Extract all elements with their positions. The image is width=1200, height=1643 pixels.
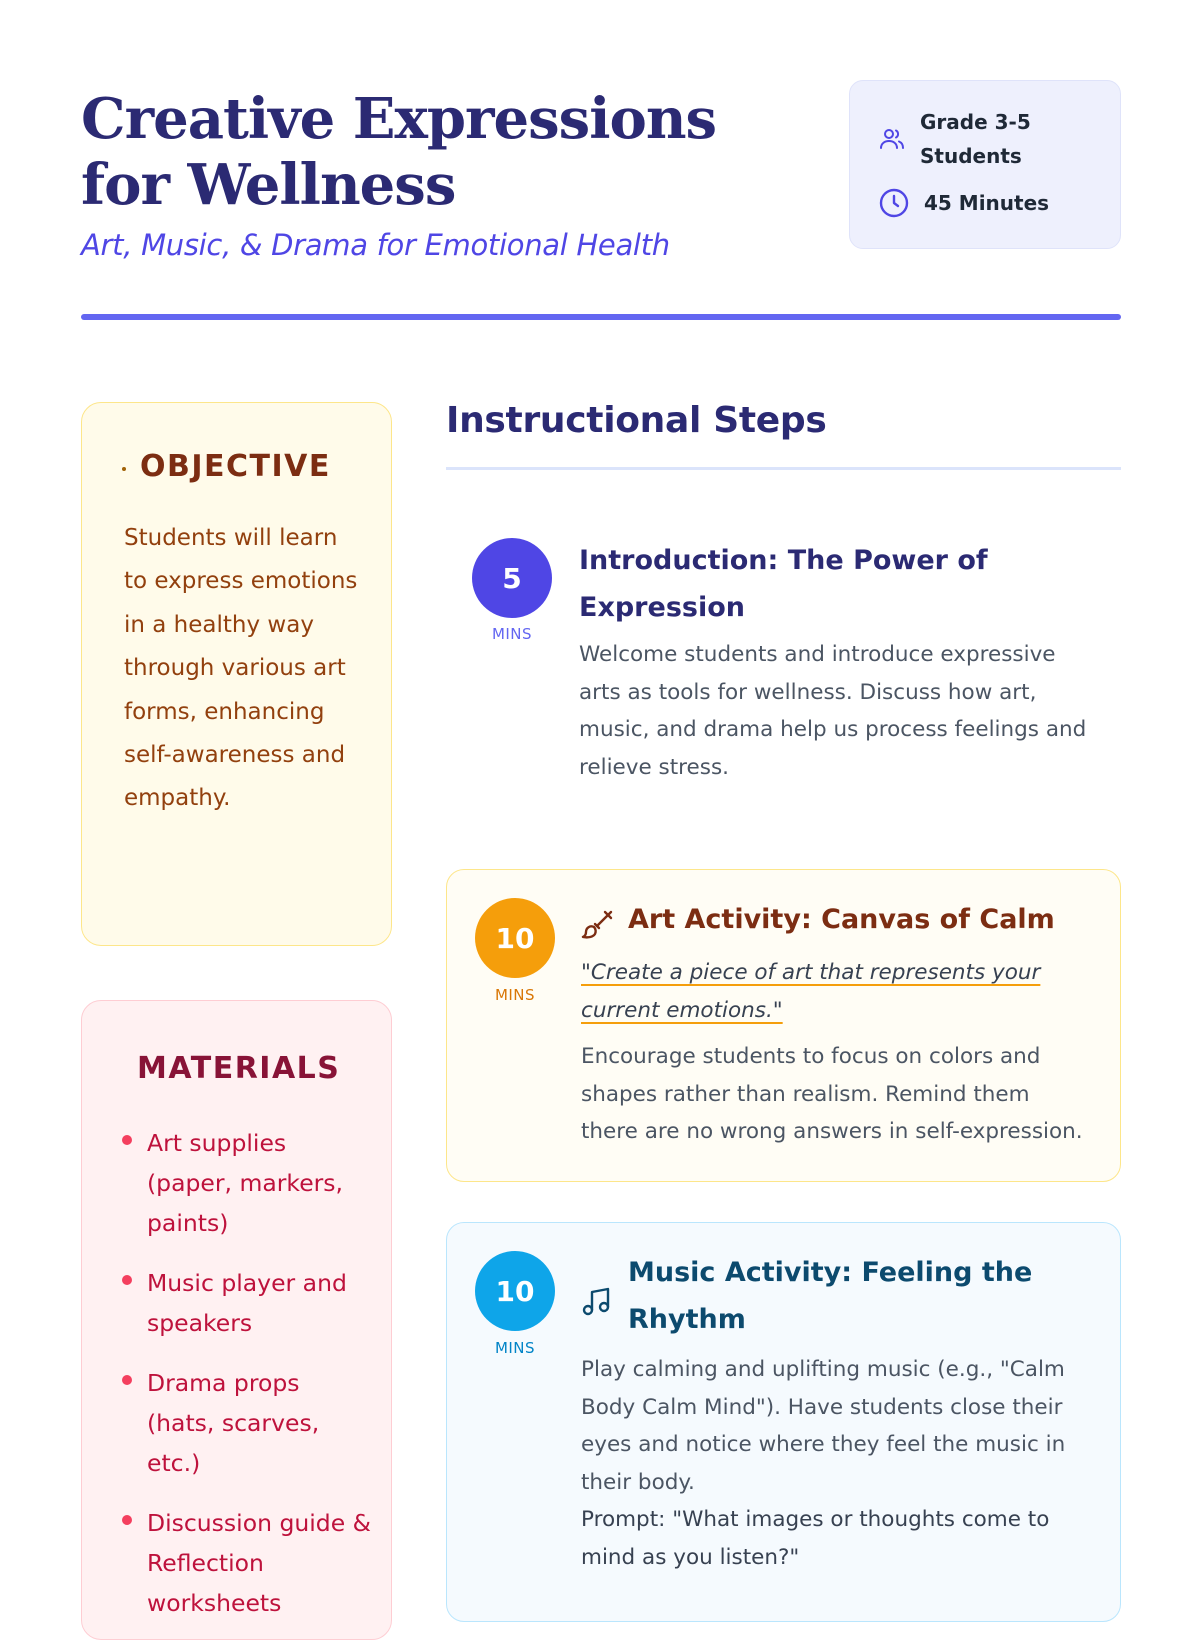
- objective-card: [81, 402, 392, 946]
- step-duration-unit: MINS: [491, 625, 533, 643]
- duration-info: [878, 186, 1049, 220]
- step-description: Encourage students to focus on colors and shapes rather than realism. Remind them there are no wrong answers in self-expression.: [581, 1044, 1083, 1144]
- header-divider: [81, 314, 1121, 320]
- clock-icon: [878, 187, 910, 219]
- step-title: Art Activity: Canvas of Calm: [628, 904, 1055, 935]
- step-description: Play calming and uplifting music (e.g., "Calm Body Calm Mind"). Have students close their eyes and notice where they feel the music in their body.: [581, 1357, 1066, 1495]
- paintbrush-icon: [581, 908, 615, 942]
- list-item: Discussion guide & Reflection worksheets: [122, 1503, 372, 1623]
- music-note-icon: [581, 1285, 613, 1317]
- grade-info: [878, 105, 1070, 173]
- bullet-dot: [122, 1515, 132, 1525]
- list-item: Art supplies (paper, markers, paints): [122, 1123, 372, 1243]
- step-duration-badge: 10: [475, 1251, 555, 1331]
- step-quote: "Create a piece of art that represents your current emotions.": [581, 960, 1041, 1023]
- step-duration-badge: 5: [472, 538, 552, 618]
- list-item: Drama props (hats, scarves, etc.): [122, 1363, 372, 1483]
- materials-title: MATERIALS: [137, 1051, 341, 1086]
- page-title: Creative Expressions for Wellness: [81, 86, 717, 218]
- step-duration-unit: MINS: [494, 1339, 536, 1357]
- bullet-dot: [122, 1375, 132, 1385]
- step-description: Welcome students and introduce expressive arts as tools for wellness. Discuss how art, music, and drama help us process feelings and relieve stress.: [579, 642, 1087, 780]
- step-title: Introduction: The Power of Expression: [579, 545, 988, 623]
- step-title: Music Activity: Feeling the Rhythm: [628, 1257, 1033, 1335]
- bullet-dot: [122, 1135, 132, 1145]
- step-card-art-activity: [446, 869, 1121, 1182]
- step-duration-badge: 10: [475, 898, 555, 978]
- bullet-dot: [122, 1275, 132, 1285]
- list-item: Music player and speakers: [122, 1263, 372, 1343]
- page-subtitle: Art, Music, & Drama for Emotional Health: [81, 228, 670, 262]
- users-icon: [878, 125, 906, 153]
- step-duration-unit: MINS: [494, 986, 536, 1004]
- step-card-music-activity: [446, 1222, 1121, 1622]
- step-prompt: Prompt: "What images or thoughts come to mind as you listen?": [581, 1507, 1050, 1570]
- duration-label: 45 Minutes: [924, 191, 1050, 215]
- steps-divider: [446, 467, 1121, 470]
- materials-card: [81, 1000, 392, 1640]
- lesson-meta-card: [849, 80, 1121, 249]
- step-card-introduction: [446, 512, 1121, 802]
- objective-body: Students will learn to express emotions in a healthy way through various art forms, enhancing self-awareness and empathy.: [124, 525, 358, 812]
- materials-list: [122, 1123, 372, 1643]
- steps-section-title: Instructional Steps: [446, 400, 827, 441]
- objective-title: OBJECTIVE: [140, 449, 331, 484]
- grade-label: Grade 3-5 Students: [920, 110, 1031, 168]
- lesson-header: [81, 80, 1121, 320]
